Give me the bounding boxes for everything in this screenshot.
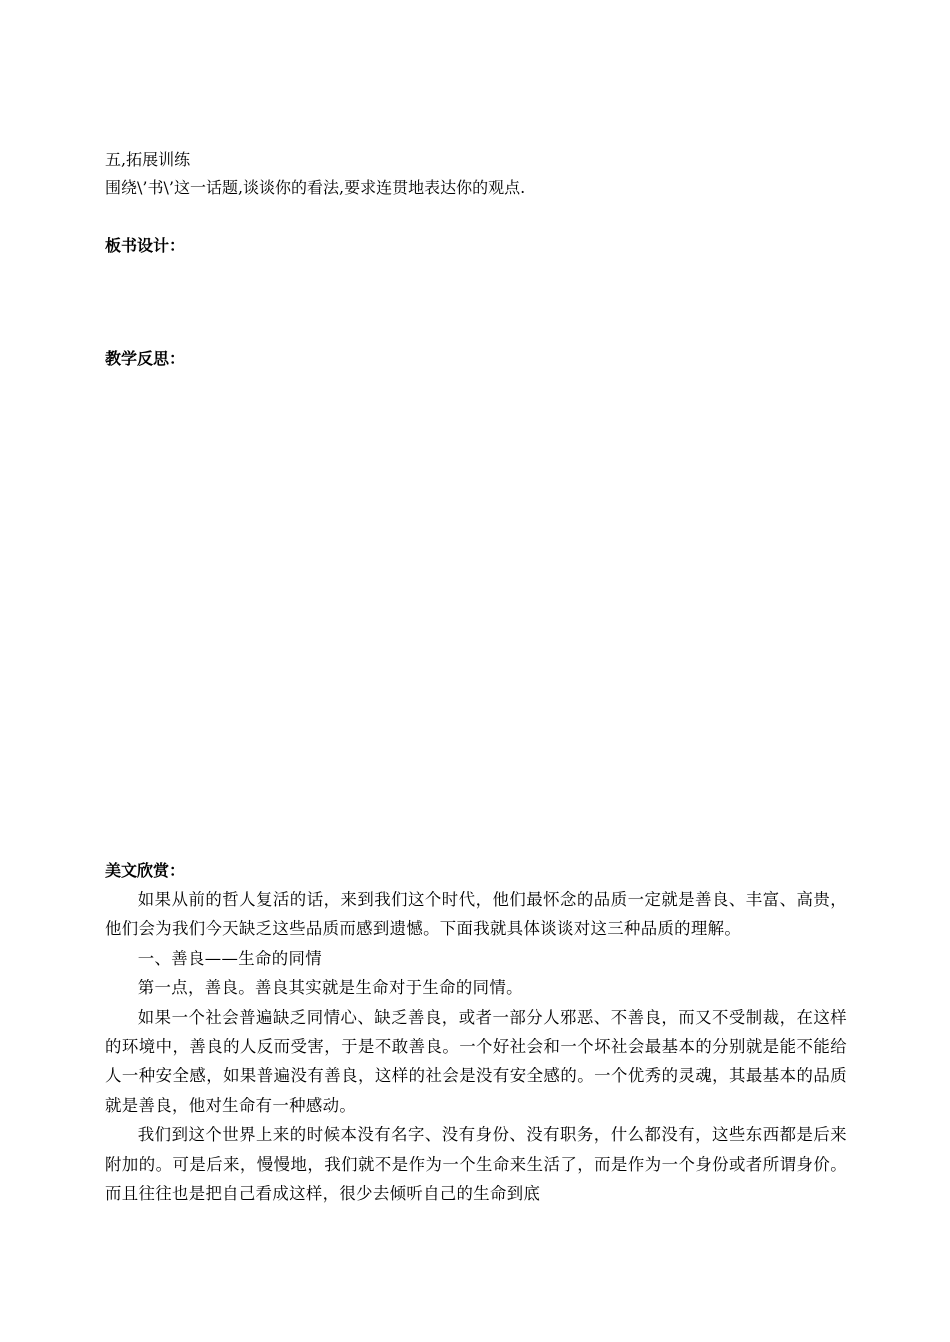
appreciation-section [105,857,847,1208]
body-paragraph-3: 我们到这个世界上来的时候本没有名字、没有身份、没有职务，什么都没有，这些东西都是后来附加的。可是后来，慢慢地，我们就不是作为一个生命来生活了，而是作为一个身份或者所谓身价。而且往往也是把自己看成这样，很少去倾听自己的生命到底 [105,1125,847,1204]
subheading-kindness: 一、善良——生命的同情 [137,948,322,968]
appreciation-heading: 美文欣赏： [105,861,186,880]
teaching-reflection-heading: 教学反思： [105,349,186,368]
intro-paragraph: 如果从前的哲人复活的话，来到我们这个时代，他们最怀念的品质一定就是善良、丰富、高贵，他们会为我们今天缺乏这些品质而感到遗憾。下面我就具体谈谈对这三种品质的理解。 [105,890,847,939]
section-prompt: 围绕\’书\’这一话题,谈谈你的看法,要求连贯地表达你的观点. [105,178,526,197]
point-one-paragraph: 第一点，善良。善良其实就是生命对于生命的同情。 [137,978,523,998]
body-paragraph-2: 如果一个社会普遍缺乏同情心、缺乏善良，或者一部分人邪恶、不善良，而又不受制裁，在这样的环境中，善良的人反而受害，于是不敢善良。一个好社会和一个坏社会最基本的分别就是能不能给人一种安全感，如果普遍没有善良，这样的社会是没有安全感的。一个优秀的灵魂，其最基本的品质就是善良，他对生命有一种感动。 [105,1007,847,1115]
board-design-heading: 板书设计： [105,236,186,255]
section-title: 五,拓展训练 [105,150,191,169]
section-extension-training [105,146,847,202]
